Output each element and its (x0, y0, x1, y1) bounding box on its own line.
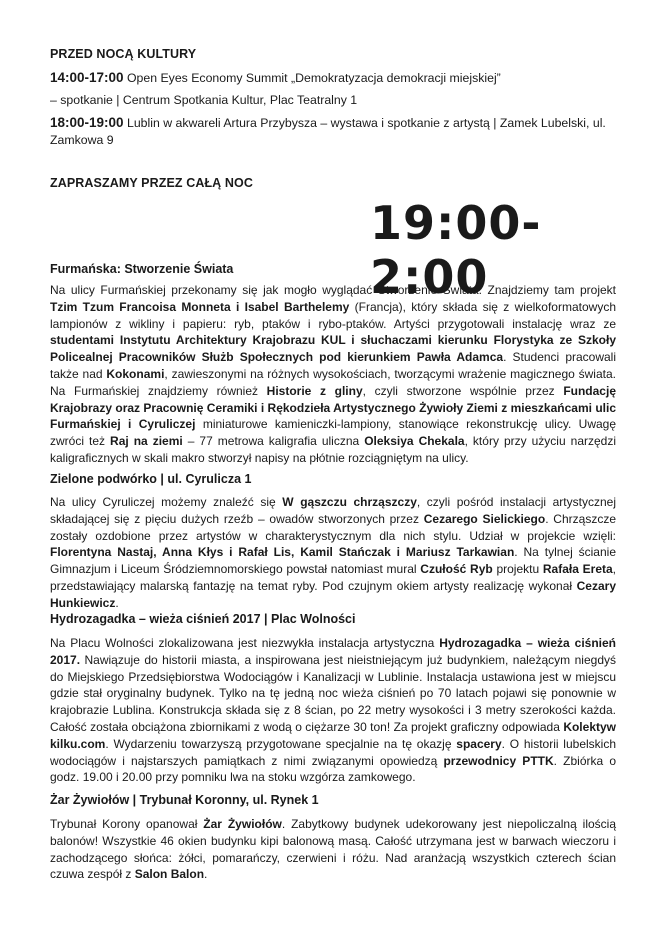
section-title: Furmańska: Stworzenie Świata (50, 262, 234, 276)
bold-run: Tzim Tzum Francoisa Monneta i Isabel Barthelemy (50, 299, 350, 314)
text-run: , zawieszonymi na różnych wysokościach, tworzącymi wrażenie magicznego świata. Na Furmańskiej znajdziemy również (50, 366, 616, 398)
text-run: Na ulicy Furmańskiej przekonamy się jak mogło wyglądać Stworzenie Świata. Znajdziemy tam projekt (50, 283, 616, 297)
event-text: Lublin w akwareli Artura Przybysza – wystawa i spotkanie z artystą | Zamek Lubelski, ul. Zamkowa 9 (50, 116, 606, 147)
bold-run: Cezarego Sielickiego (423, 511, 546, 526)
section-paragraph (50, 494, 616, 612)
bold-run: spacery (456, 736, 502, 751)
text-run: . O historii lubelskich wodociągów i najstarszych pamiątkach z nimi związanymi opowiedzą (50, 736, 616, 768)
text-run: miniaturowe kamieniczki-lampiony, stanowiące rekonstrukcję ulicy. Uwagę zwróci też (50, 417, 617, 449)
text-run: . (115, 595, 119, 610)
text-run: Na Placu Wolności zlokalizowana jest niezwykła instalacja artystyczna (50, 636, 440, 650)
bold-run: Raj na ziemi (110, 434, 183, 449)
text-run: Nawiązuje do historii miasta, a inspirowana jest nieistniejącym już budynkiem, należącym niegdyś do Miejskiego Przedsiębiorstwa Wodociągów i Kanalizacji w Lublinie. Instalacja ustawiona jest w miejscu gdzie stał oryginalny budynek. Tylko na tę jedną noc wieża ciśnień po 70 latach pojawi się ponownie w krajobrazie Lublina. Konstrukcja składa się z 8 ścian, po 22 metry wysokości i 3 metry szerokości każda. Całość została obciążona zbiornikami z wodą o ciężarze 30 ton! Za projekt graficzny odpowiada (50, 652, 616, 734)
text-run: Trybunał Korony opanował (50, 817, 204, 831)
bold-run: Czułość Ryb (420, 562, 493, 577)
bold-run: studentami Instytutu Architektury Krajobrazu KUL i słuchaczami kierunku Florystyka ze Szkoły Policealnej Pracowników Służb Społecznych pod kierunkiem Pawła Adamca (50, 333, 616, 365)
bold-run: Rafała Ereta (542, 562, 613, 577)
event-text: Open Eyes Economy Summit „Demokratyzacja demokracji miejskiej” (123, 71, 501, 85)
all-night-heading: ZAPRASZAMY PRZEZ CAŁĄ NOC (50, 176, 253, 190)
bold-run: Fundację Krajobrazy oraz Pracownię Ceramiki i Rękodzieła Artystycznego Żywioły Ziemi z mieszkańcami ulic Furmańskiej i Cyruliczej (50, 383, 616, 432)
before-night-heading: PRZED NOCĄ KULTURY (50, 47, 197, 61)
text-run: Na ulicy Cyruliczej możemy znaleźć się (50, 495, 283, 509)
text-run: . Na tylnej ścianie Gimnazjum i Liceum Śródziemnomorskiego powstał natomiast mural (50, 545, 616, 577)
bold-run: Florentyna Nastaj, Anna Kłys i Rafał Lis, Kamil Stańczak i Mariusz Tarkawian (50, 545, 515, 560)
text-run: (Francja), który składa się z wielkoformatowych lampionów z wikliny i papieru: ryb, ptaków i rybo-ptaków. Artyści przygotowali instalację wraz ze (50, 299, 616, 331)
section-title: Zielone podwórko | ul. Cyrulicza 1 (50, 472, 252, 486)
section-paragraph (50, 282, 616, 467)
event-time: 14:00-17:00 (50, 70, 124, 85)
section-paragraph (50, 635, 616, 786)
text-run: , czyli stworzone wspólnie przez (362, 383, 564, 398)
text-run: , przedstawiający malarską fantazję na temat ryby. Pod czujnym okiem artysty realizację wykonał (50, 562, 617, 593)
bold-run: Salon Balon (134, 867, 205, 882)
text-run: , który przy użyciu narzędzi kaligraficznych w skali makro stworzył napisy na płótnie rozciągniętym na ulicy. (50, 434, 616, 465)
bold-run: Cezary Hunkiewicz (50, 578, 616, 610)
text-run: projektu (492, 562, 543, 577)
event-item (50, 69, 616, 87)
bold-run: Kokonami (106, 366, 165, 381)
text-run: , czyli pośród instalacji artystycznej składającej się z pięciu dużych rzeźb – owadów stworzonych przez (50, 495, 616, 526)
text-run: . Zabytkowy budynek udekorowany jest niepoliczalną ilością balonów! Wszystkie 46 okien budynku kipi balonową masą. Całość utrzymana jest w barwach wieczoru i zachodzącego słońca: żółci, pomarańczy, czerwieni i różu. Nad aranżacją wszystkich czterech ścian czuwa zespół z (50, 817, 616, 882)
text-run: – 77 metrowa kaligrafia uliczna (182, 434, 365, 449)
bold-run: Kolektyw kilku.com (50, 719, 616, 751)
text-run: . (204, 867, 208, 882)
text-run: . Zbiórka o godz. 19.00 i 20.00 przy pomniku lwa na stoku wzgórza zamkowego. (50, 753, 617, 785)
bold-run: przewodnicy PTTK (443, 753, 554, 768)
bold-run: Żar Żywiołów (203, 817, 282, 831)
all-night-hours: 19:00-2:00 (370, 196, 542, 304)
event-continuation: – spotkanie | Centrum Spotkania Kultur, Plac Teatralny 1 (50, 93, 358, 107)
section-title: Hydrozagadka – wieża ciśnień 2017 | Plac Wolności (50, 612, 356, 626)
bold-run: Historie z gliny (266, 383, 363, 398)
bold-run: Oleksiya Chekala (364, 434, 465, 449)
section-title: Żar Żywiołów | Trybunał Koronny, ul. Rynek 1 (50, 793, 319, 807)
text-run: . Wydarzeniu towarzyszą przygotowane specjalnie na tę okazję (105, 736, 457, 751)
section-paragraph (50, 816, 616, 883)
bold-run: W gąszczu chrząszczy (282, 495, 417, 509)
event-item (50, 114, 616, 149)
bold-run: Hydrozagadka – wieża ciśnień 2017. (50, 636, 616, 667)
text-run: . Chrząszcze zostały ozdobione przez artystów w charakterystycznym dla nich stylu. Udział w projekcie wzięli: (50, 511, 616, 543)
event-time: 18:00-19:00 (50, 115, 124, 130)
text-run: . Studenci pracowali także nad (50, 350, 617, 381)
